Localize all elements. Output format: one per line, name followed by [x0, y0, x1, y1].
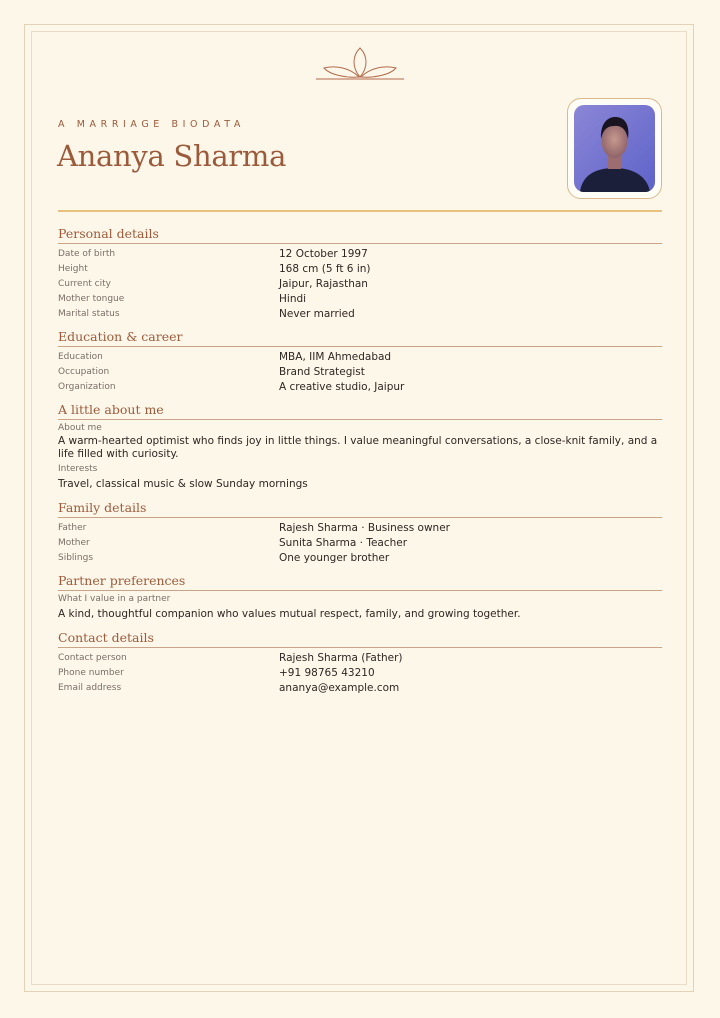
detail-row	[58, 680, 662, 695]
document-eyebrow: A MARRIAGE BIODATA	[58, 119, 246, 130]
email-link[interactable]: ananya@example.com	[279, 681, 400, 694]
section-title: Contact details	[58, 629, 662, 648]
detail-row	[58, 291, 662, 306]
field-label: Siblings	[58, 552, 94, 563]
field-label: Mother tongue	[58, 293, 125, 304]
detail-row	[58, 379, 662, 394]
section-title: Personal details	[58, 225, 662, 244]
field-label: Height	[58, 263, 88, 274]
detail-row	[58, 535, 662, 550]
section-title: A little about me	[58, 401, 662, 420]
detail-row	[58, 276, 662, 291]
partner-text: A kind, thoughtful companion who values mutual respect, family, and growing together.	[58, 608, 521, 620]
field-label: Education	[58, 351, 103, 362]
field-value: Jaipur, Rajasthan	[279, 277, 368, 290]
header-divider	[58, 210, 662, 212]
field-label: Marital status	[58, 308, 120, 319]
field-label: Occupation	[58, 366, 110, 377]
field-value: A creative studio, Jaipur	[279, 380, 405, 393]
field-label: Date of birth	[58, 248, 116, 259]
field-value: Sunita Sharma · Teacher	[279, 536, 408, 549]
field-label: Organization	[58, 381, 116, 392]
section-personal-details	[58, 225, 662, 321]
detail-row	[58, 520, 662, 535]
field-value: Never married	[279, 307, 355, 320]
profile-photo-frame	[567, 98, 662, 199]
candidate-name: Ananya Sharma	[57, 139, 287, 173]
section-title: Partner preferences	[58, 572, 662, 591]
interests-label: Interests	[58, 464, 98, 474]
field-value: One younger brother	[279, 551, 390, 564]
field-value: Rajesh Sharma · Business owner	[279, 521, 450, 534]
field-label: Contact person	[58, 652, 127, 663]
detail-row	[58, 665, 662, 680]
field-label: Mother	[58, 537, 90, 548]
field-value: +91 98765 43210	[279, 666, 375, 679]
field-value: Hindi	[279, 292, 307, 305]
field-value: Brand Strategist	[279, 365, 365, 378]
profile-photo	[574, 105, 655, 192]
detail-row	[58, 306, 662, 321]
partner-label: What I value in a partner	[58, 594, 171, 604]
about-text: A warm-hearted optimist who finds joy in little things. I value meaningful conversations, a close-knit family, and a life filled with curiosity.	[58, 435, 658, 460]
section-title: Education & career	[58, 328, 662, 347]
section-family-details	[58, 499, 662, 565]
detail-row	[58, 650, 662, 665]
section-education-career	[58, 328, 662, 394]
lotus-ornament-icon	[314, 44, 406, 84]
field-label: Phone number	[58, 667, 124, 678]
field-label: Father	[58, 522, 87, 533]
field-value: 168 cm (5 ft 6 in)	[279, 262, 371, 275]
section-partner-preferences	[58, 572, 662, 621]
field-value: 12 October 1997	[279, 247, 368, 260]
field-value: MBA, IIM Ahmedabad	[279, 350, 392, 363]
detail-row	[58, 364, 662, 379]
section-contact-details	[58, 629, 662, 695]
detail-row	[58, 261, 662, 276]
about-label: About me	[58, 423, 102, 433]
section-about-me	[58, 401, 662, 491]
section-title: Family details	[58, 499, 662, 518]
detail-row	[58, 550, 662, 565]
interests-text: Travel, classical music & slow Sunday mornings	[58, 478, 308, 490]
detail-row	[58, 246, 662, 261]
field-label: Current city	[58, 278, 111, 289]
field-label: Email address	[58, 682, 122, 693]
detail-row	[58, 349, 662, 364]
field-value: Rajesh Sharma (Father)	[279, 651, 403, 664]
